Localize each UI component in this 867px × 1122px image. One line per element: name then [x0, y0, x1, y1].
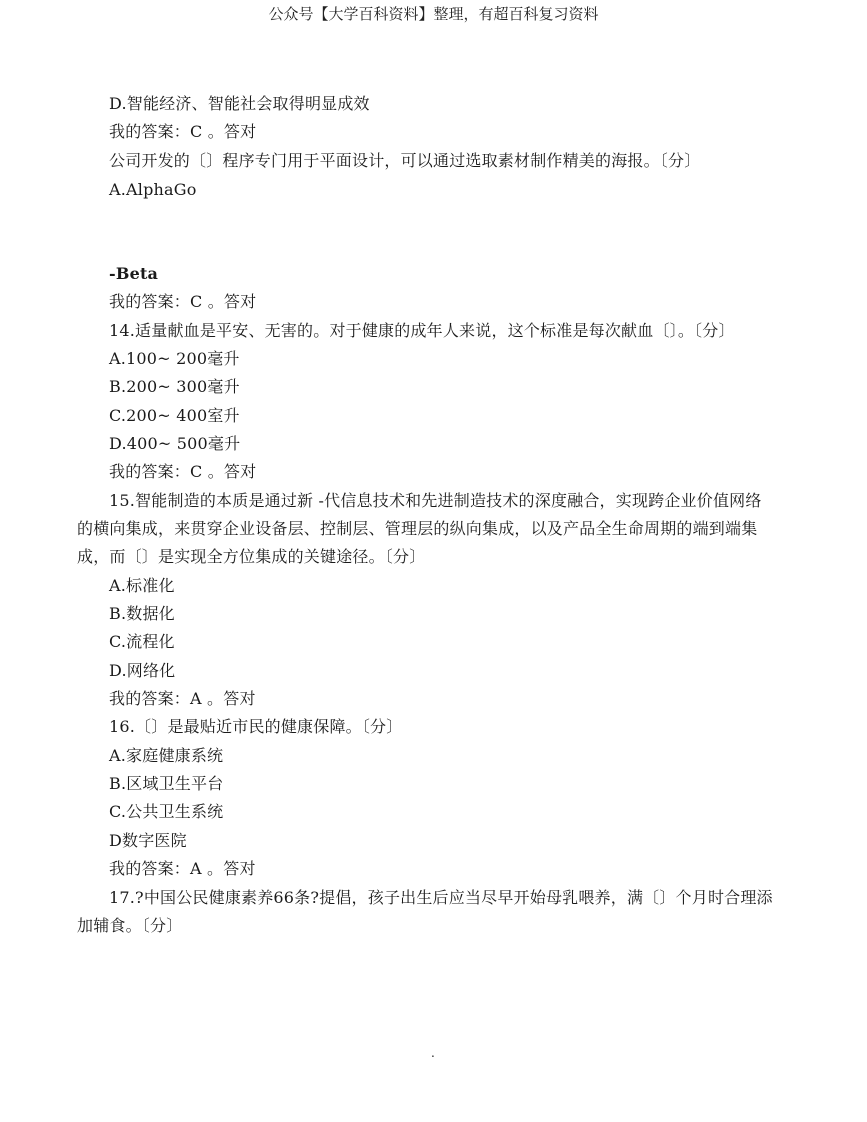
option-c: C.流程化 [109, 632, 175, 651]
question-15-line-2: 的横向集成，来贯穿企业设备层、控制层、管理层的纵向集成，以及产品全生命周期的端到端集 [77, 519, 758, 538]
option-fragment: -Beta [109, 264, 159, 283]
question-17-line-1: 17.?中国公民健康素养66条?提倡，孩子出生后应当尽早开始母乳喂养，满〔〕个月时合理添 [109, 888, 773, 907]
option-a: A.标准化 [109, 576, 175, 595]
option-d: D.网络化 [109, 661, 176, 680]
question-15-line-1: 15.智能制造的本质是通过新 -代信息技术和先进制造技术的深度融合，实现跨企业价值网络 [109, 491, 762, 510]
option-c: C.公共卫生系统 [109, 802, 224, 821]
option-a: A.AlphaGo [109, 180, 197, 199]
answer-line: 我的答案：C 。答对 [109, 292, 257, 311]
option-a: A.家庭健康系统 [109, 746, 224, 765]
question-17-line-2: 加辅食。〔分〕 [77, 916, 183, 935]
answer-line: 我的答案：A 。答对 [109, 859, 256, 878]
question-14: 14.适量献血是平安、无害的。对于健康的成年人来说，这个标准是每次献血〔〕。〔分〕 [109, 321, 735, 340]
option-c: C.200~ 400室升 [109, 406, 240, 425]
page-header: 公众号【大学百科资料】整理，有超百科复习资料 [268, 5, 599, 23]
option-d: D.400~ 500毫升 [109, 434, 241, 453]
answer-line: 我的答案：A 。答对 [109, 689, 256, 708]
question-text: 公司开发的〔〕程序专门用于平面设计，可以通过选取素材制作精美的海报。〔分〕 [109, 151, 701, 170]
option-d-previous: D.智能经济、智能社会取得明显成效 [109, 94, 370, 113]
question-15-line-3: 成，而〔〕是实现全方位集成的关键途径。〔分〕 [77, 547, 426, 566]
footer-mark: . [431, 1046, 435, 1060]
answer-line: 我的答案：C 。答对 [109, 462, 257, 481]
question-16: 16.〔〕是最贴近市民的健康保障。〔分〕 [109, 717, 403, 736]
option-b: B.200~ 300毫升 [109, 377, 240, 396]
option-a: A.100~ 200毫升 [109, 349, 240, 368]
option-b: B.区域卫生平台 [109, 774, 224, 793]
option-b: B.数据化 [109, 604, 175, 623]
answer-line: 我的答案：C 。答对 [109, 122, 257, 141]
option-d: D数字医院 [109, 831, 187, 850]
